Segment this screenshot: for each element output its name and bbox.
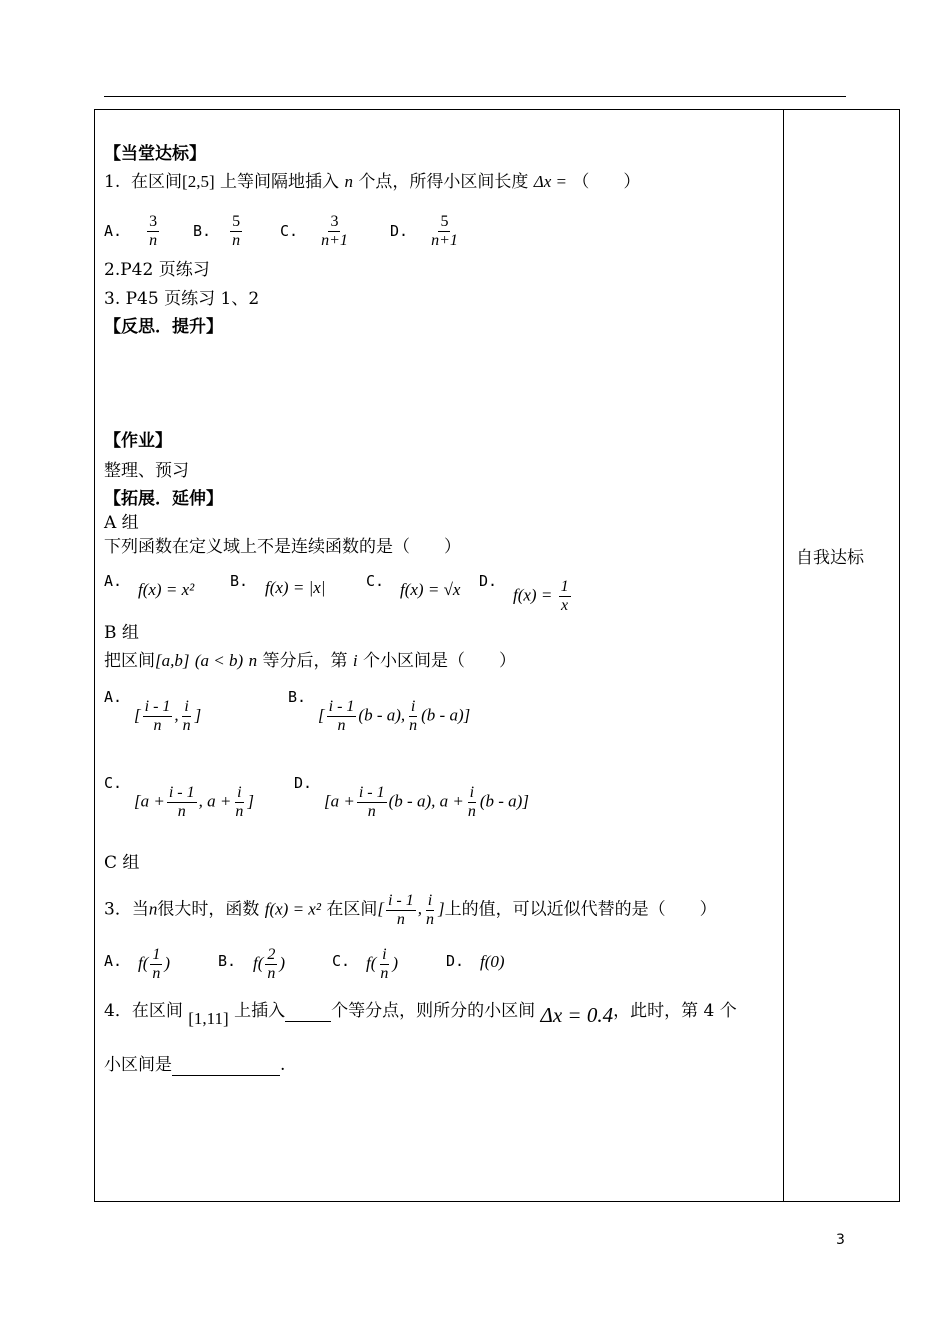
group-a-option-c: f(x) = √x xyxy=(400,580,461,599)
text: 在区间 xyxy=(326,899,378,920)
text: 上的值，可以近似代替的是（ ） xyxy=(444,899,717,920)
question-1 xyxy=(104,171,640,193)
q1-option-d xyxy=(390,213,462,250)
q1-interval: [2,5] xyxy=(182,172,215,191)
text: 等分后，第 xyxy=(262,651,348,671)
text: 3．当 xyxy=(104,899,149,920)
group-c-option-c-label: C. xyxy=(332,952,351,970)
answer-blank[interactable] xyxy=(285,1021,331,1022)
group-a-option-b: f(x) = |x| xyxy=(265,578,326,597)
group-c-option-a: f( $\frac{1}{n}$ ) xyxy=(138,946,171,982)
group-b-option-d-label: D. xyxy=(294,774,313,792)
numerator: i - 1 xyxy=(144,698,171,715)
text: 个等分点，则所分的小区间 xyxy=(331,1001,536,1021)
fraction xyxy=(424,892,436,929)
column-divider xyxy=(783,109,784,1202)
interval: [a,b] xyxy=(155,651,190,670)
head: [a + xyxy=(324,791,355,811)
numerator: 1 xyxy=(152,946,161,963)
denominator: n xyxy=(380,965,389,982)
denominator: n xyxy=(396,911,405,928)
numerator: i xyxy=(410,698,416,715)
denominator: n xyxy=(149,232,158,249)
group-a-option-d xyxy=(513,578,573,615)
interval: [1,11] xyxy=(188,1009,229,1028)
fraction xyxy=(167,784,197,821)
fraction xyxy=(230,213,242,250)
numerator: 5 xyxy=(440,213,449,230)
side-label: 自我达标 xyxy=(796,548,864,568)
denominator: n xyxy=(337,717,346,734)
q1-text-a: 在区间 xyxy=(131,172,183,192)
fraction xyxy=(429,213,460,250)
group-a-option-a: f(x) = x² xyxy=(138,580,195,599)
text: ，此时，第 4 个 xyxy=(613,1001,737,1021)
text: 很大时，函数 xyxy=(157,899,260,920)
head: [a + xyxy=(134,791,165,811)
group-b-option-c xyxy=(134,784,254,821)
group-b-option-a: [ $\frac{i - 1}{n}$ , $\frac{i}{n}$ ] xyxy=(134,698,202,734)
numerator: 2 xyxy=(267,946,276,963)
fraction xyxy=(319,213,350,250)
fraction xyxy=(378,946,390,983)
denominator: n xyxy=(367,803,376,820)
numerator: i - 1 xyxy=(358,784,385,801)
denominator: n xyxy=(152,965,161,982)
numerator: 3 xyxy=(330,213,339,230)
group-c-option-d: f(0) xyxy=(480,952,505,971)
group-c-title: C 组 xyxy=(104,853,140,873)
middle: (b - a), xyxy=(358,705,406,725)
option-label: A. xyxy=(104,222,123,240)
group-c-option-d-label: D. xyxy=(446,952,465,970)
group-b-question xyxy=(104,650,516,672)
heading-reflect: 【反思．提升】 xyxy=(104,317,223,337)
group-c-option-b-label: B. xyxy=(218,952,237,970)
denominator: n xyxy=(467,803,476,820)
denominator: n+1 xyxy=(321,232,348,249)
tail: ] xyxy=(194,705,202,725)
group-a-option-a-label: A. xyxy=(104,572,123,590)
numerator: i - 1 xyxy=(328,698,355,715)
text: 上插入 xyxy=(234,1001,286,1021)
fraction xyxy=(150,946,162,983)
fraction xyxy=(386,892,416,929)
group-a-option-d-label: D. xyxy=(479,572,498,590)
text: . xyxy=(280,1055,286,1075)
denominator: n xyxy=(232,232,241,249)
option-label: C. xyxy=(280,222,299,240)
denominator: n xyxy=(409,717,418,734)
header-rule xyxy=(104,96,846,97)
q1-paren: （ ） xyxy=(572,172,641,192)
function: f(x) = x² xyxy=(264,899,321,919)
text: 把区间 xyxy=(104,651,155,671)
denominator: n xyxy=(426,911,435,928)
group-c-option-b: f( $\frac{2}{n}$ ) xyxy=(253,946,286,982)
group-a-option-c-label: C. xyxy=(366,572,385,590)
fraction xyxy=(559,578,571,615)
q1-option-c xyxy=(280,213,352,250)
q1-text-c: 个点，所得小区间长度 xyxy=(358,172,529,192)
fraction xyxy=(265,946,277,983)
denominator: n xyxy=(177,803,186,820)
fraction xyxy=(407,698,419,735)
middle: (b - a), a + xyxy=(388,791,464,811)
fraction xyxy=(466,784,478,821)
group-a-title: A 组 xyxy=(104,513,139,533)
q1-option-b xyxy=(193,213,244,250)
group-a-option-b-label: B. xyxy=(230,572,249,590)
fraction xyxy=(327,698,357,735)
text: 小区间是 xyxy=(104,1055,172,1075)
numerator: i xyxy=(427,892,433,909)
numerator: i - 1 xyxy=(387,892,414,909)
denominator: n xyxy=(153,717,162,734)
numerator: 1 xyxy=(560,578,569,595)
q1-num: 1. xyxy=(104,172,121,192)
q1-n: n xyxy=(344,172,353,191)
numerator: 5 xyxy=(232,213,241,230)
denominator: n xyxy=(182,717,191,734)
fraction xyxy=(233,784,245,821)
q1-dx: Δx = xyxy=(533,172,567,191)
tail: (b - a)] xyxy=(421,705,471,725)
q1-text-b: 上等间隔地插入 xyxy=(220,172,340,192)
group-c-option-c: f( $\frac{i}{n}$ ) xyxy=(366,946,399,982)
numerator: i - 1 xyxy=(168,784,195,801)
question-2: 2.P42 页练习 xyxy=(104,260,210,280)
tail: (b - a)] xyxy=(479,791,529,811)
heading-extend: 【拓展．延伸】 xyxy=(104,489,223,509)
option-label: D. xyxy=(390,222,409,240)
homework-text: 整理、预习 xyxy=(104,461,189,481)
denominator: n xyxy=(267,965,276,982)
numerator: i xyxy=(469,784,475,801)
numerator: i xyxy=(237,784,242,801)
fraction xyxy=(147,213,159,250)
condition: (a < b) xyxy=(194,651,244,670)
denominator: n xyxy=(235,803,244,820)
n-var: n xyxy=(248,651,258,670)
interval: [ $\frac{i - 1}{n}$ , $\frac{i}{n}$ ] xyxy=(377,892,445,928)
text: 4．在区间 xyxy=(104,1001,183,1021)
heading-classroom: 【当堂达标】 xyxy=(104,144,206,164)
numerator: i xyxy=(184,698,189,715)
middle: , a + xyxy=(198,791,232,811)
heading-homework: 【作业】 xyxy=(104,431,172,451)
group-a-question: 下列函数在定义域上不是连续函数的是（ ） xyxy=(104,537,461,557)
denominator: n+1 xyxy=(431,232,458,249)
n-var: n xyxy=(148,899,158,919)
group-b-option-b-label: B. xyxy=(288,688,307,706)
group-c-question-4-cont xyxy=(104,1054,285,1076)
page-number: 3 xyxy=(836,1232,845,1248)
numerator: 3 xyxy=(149,213,158,230)
group-b-option-c-label: C. xyxy=(104,774,123,792)
group-c-option-a-label: A. xyxy=(104,952,123,970)
q1-option-a xyxy=(104,213,161,250)
option-label: B. xyxy=(193,222,212,240)
question-3: 3. P45 页练习 1、2 xyxy=(104,289,260,309)
group-b-title: B 组 xyxy=(104,623,139,643)
group-b-option-a-label: A. xyxy=(104,688,123,706)
expr-prefix: f(x) = xyxy=(513,585,553,605)
answer-blank[interactable] xyxy=(172,1075,280,1076)
numerator: i xyxy=(382,946,387,963)
i-var: i xyxy=(352,651,358,670)
text: 个小区间是（ ） xyxy=(363,651,517,671)
denominator: x xyxy=(561,597,569,614)
fraction xyxy=(143,698,173,735)
delta-x: Δx = 0.4 xyxy=(540,1003,614,1027)
group-c-question-4 xyxy=(104,998,737,1028)
group-b-option-d xyxy=(324,784,529,821)
group-b-option-b: [ $\frac{i - 1}{n}$ (b - a), $\frac{i}{n}$ (b - a)] xyxy=(318,698,471,734)
fraction xyxy=(357,784,387,821)
group-c-question-3 xyxy=(104,892,717,929)
fraction xyxy=(181,698,193,735)
tail: ] xyxy=(247,791,254,811)
